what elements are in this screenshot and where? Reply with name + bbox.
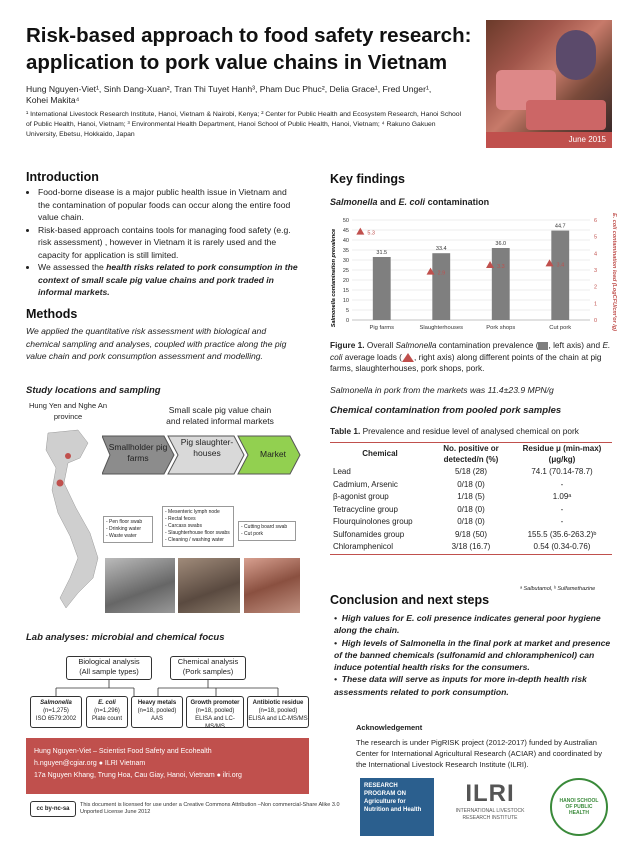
leaf-growth-promoter: Growth promoter (n=18, pooled) ELISA and LC-MS/MS — [186, 696, 244, 728]
bar-legend-swatch — [538, 342, 548, 350]
cell-residue: - — [560, 504, 564, 514]
intro-bullet-3: • We assessed the health risks related to pork consumption in the context of small scale pig value chains and pork traded in informal markets. — [38, 261, 298, 299]
slaughter-photo — [178, 558, 240, 613]
cc-license-badge: cc by-nc-sa — [30, 801, 76, 817]
conclusion-bullet-3: • These data will serve as inputs for more in-depth health risk assessments related to pork consumption. — [334, 674, 587, 697]
y-tick-label: 35 — [342, 248, 349, 254]
y2-tick-label: 6 — [594, 218, 598, 224]
bio-analysis-box: Biological analysis (All sample types) — [66, 656, 152, 680]
intro-heading: Introduction — [26, 170, 99, 184]
cell-positive: 0/18 (0) — [457, 479, 485, 489]
poster-title: Risk-based approach to food safety research: application to pork value chains in Vietnam — [26, 24, 472, 74]
pork-note: Salmonella in pork from the markets was 11.4±23.9 MPN/g — [330, 385, 554, 395]
cell-residue: - — [560, 479, 564, 489]
ecoli-marker — [356, 228, 364, 235]
bar — [551, 231, 569, 320]
x-tick-label: Pig farms — [369, 325, 394, 331]
findings-heading: Key findings — [330, 172, 406, 186]
conclusion-bullet-2: • High levels of Salmonella in the final pork at market and presence of the banned chemicals (sulfonamid and chloramphenicol) can induce potential health risks for the consumers. — [334, 637, 611, 673]
table-row — [330, 529, 612, 542]
intro-bullet-1: • Food-borne disease is a major public health issue in Vietnam and the contamination of popular foods can occur along the entire food value chain. — [38, 186, 298, 224]
figure-caption: Figure 1. Overall Salmonella contamination prevalence ( , left axis) and E. coli average loads ( , right axis) along different points of the chain at pig farms, slaughterhouses, pork shops, pork. — [330, 340, 611, 373]
leaf-salmonella: Salmonella (n=1,275) ISO 6579:2002 — [30, 696, 82, 728]
intro-list — [26, 186, 298, 299]
stage-market: Market — [260, 449, 286, 459]
cell-chemical: Sulfonamides group — [333, 529, 405, 539]
cell-chemical: β-agonist group — [333, 492, 389, 501]
bar-value-label: 33.4 — [435, 246, 447, 253]
map-label: Hung Yen and Nghe An province — [29, 401, 107, 421]
marker-value-label: 3.4 — [556, 262, 565, 269]
marker-value-label: 2.9 — [437, 270, 446, 277]
table-row — [330, 504, 612, 517]
conclusion-bullet-1: • High values for E. coli presence indicates general poor hygiene along the chain. — [334, 613, 601, 636]
slaughter-samples: - Mesenteric lymph node - Rectal feces - Carcass swabs - Slaughterhouse floor swabs - Cleaning / washing water — [162, 506, 234, 547]
y-tick-label: 50 — [342, 218, 349, 224]
cell-chemical: Lead — [333, 467, 351, 476]
bar-value-label: 31.5 — [376, 250, 388, 256]
study-heading: Study locations and sampling — [26, 385, 161, 396]
chem-heading: Chemical contamination from pooled pork samples — [330, 405, 562, 416]
cell-chemical: Tetracycline group — [333, 504, 398, 514]
y2-tick-label: 3 — [594, 268, 598, 274]
table-row — [330, 479, 612, 492]
cell-positive: 3/18 (16.7) — [451, 542, 491, 551]
cell-residue: 1.09ᵃ — [552, 492, 572, 501]
leaf-antibiotic-residue: Antibiotic residue (n=18, pooled) ELISA and LC-MS/MS — [247, 696, 309, 728]
bar — [432, 253, 450, 320]
y-tick-label: 20 — [342, 278, 349, 284]
x-tick-label: Cut pork — [549, 325, 572, 331]
license-text: This document is licensed for use under a Creative Commons Attribution –Non commercial-Share Alike 3.0 Unported License June 2012 — [80, 802, 340, 815]
y-axis-label: Salmonella contamination prevalence — [331, 228, 337, 328]
farm-photo — [105, 558, 175, 613]
cell-positive: 1/18 (5) — [457, 492, 485, 501]
bar-value-label: 36.0 — [495, 241, 507, 247]
col-chemical: Chemical — [362, 449, 398, 459]
chain-label: Small scale pig value chain and related informal markets — [166, 405, 274, 426]
contact-footer: Hung Nguyen-Viet – Scientist Food Safety and Ecohealth h.nguyen@cgiar.org ● ILRI Vietnam 17a Nguyen Khang, Trung Hoa, Cau Giay, Hanoi, Vietnam ● ilri.org — [26, 738, 309, 794]
table-caption: Table 1. Prevalence and residue level of analysed chemical on pork — [330, 426, 579, 436]
marker-value-label: 5.3 — [367, 230, 375, 237]
y-tick-label: 45 — [342, 228, 349, 234]
header-photo — [486, 20, 612, 132]
table-note: ᵃ Salbutamol, ᵇ Sulfamethazine — [520, 586, 596, 592]
contact-email[interactable]: h.nguyen@cgiar.org ● ILRI Vietnam — [34, 760, 146, 767]
authors: Hung Nguyen-Viet¹, Sinh Dang-Xuan², Tran Thi Tuyet Hanh³, Pham Duc Phuc², Delia Grace¹, Fred Unger¹, Kohei Makita⁴ — [26, 84, 432, 105]
lab-tree-lines — [26, 680, 310, 696]
bar — [373, 257, 391, 320]
y-tick-label: 0 — [345, 318, 349, 324]
y-tick-label: 25 — [342, 268, 349, 274]
y-tick-label: 30 — [342, 258, 349, 264]
y-tick-label: 15 — [342, 288, 349, 294]
cell-residue: 74.1 (70.14-78.7) — [531, 467, 593, 476]
y2-tick-label: 0 — [594, 318, 598, 324]
x-tick-label: Pork shops — [486, 325, 516, 331]
y2-tick-label: 1 — [594, 301, 598, 308]
ack-heading: Acknowledgement — [356, 723, 423, 732]
cell-positive: 9/18 (50) — [454, 529, 488, 539]
table-row — [330, 516, 612, 529]
bar — [492, 248, 510, 320]
stage-slaughterhouses: Pig slaughter-houses — [180, 437, 234, 458]
cell-chemical: Cadmium, Arsenic — [333, 479, 398, 489]
cgiar-logo: RESEARCH PROGRAM ON Agriculture for Nutrition and Health — [360, 778, 434, 836]
y-tick-label: 10 — [342, 298, 349, 304]
x-tick-label: Slaughterhouses — [419, 325, 464, 331]
conclusion-heading: Conclusion and next steps — [330, 593, 490, 607]
date-badge: June 2015 — [486, 132, 612, 148]
methods-text: We applied the quantitative risk assessment with biological and chemical sampling and analyses, coupled with practice along the pig value chain and pork consumption assessment and modelling. — [26, 326, 287, 361]
conclusion-list — [334, 612, 616, 698]
affiliations: ¹ International Livestock Research Institute, Hanoi, Vietnam & Nairobi, Kenya; ² Center for Public Health and Ecosystem Research, Hanoi School of Public Health, Hanoi, Vietnam; ³ Environmental Health Department, Hanoi School of Public Health, Hanoi, Vietnam; ⁴ Rakuno Gakuen University, Ebetsu, Hokkaido, Japan — [26, 111, 462, 138]
methods-heading: Methods — [26, 307, 78, 321]
farm-samples: - Pen floor swab - Drinking water - Waste water — [103, 516, 153, 543]
chemical-table — [330, 442, 612, 555]
col-positive: No. positive or detected/n (%) — [443, 444, 499, 464]
cell-positive: 0/18 (0) — [457, 504, 485, 514]
table-row — [330, 466, 612, 479]
cell-residue: 155.5 (35.6-263.2)ᵇ — [527, 529, 597, 539]
marker-legend-swatch — [402, 353, 414, 362]
table-row — [330, 541, 612, 554]
cell-positive: 0/18 (0) — [457, 517, 485, 526]
cell-residue: - — [560, 517, 564, 526]
table-header-row — [330, 443, 612, 466]
leaf-heavy-metals: Heavy metals (n=18, pooled) AAS — [131, 696, 183, 728]
cell-chemical: Chloramphenicol — [333, 542, 394, 551]
cell-positive: 5/18 (28) — [454, 467, 488, 476]
y2-tick-label: 2 — [594, 284, 598, 291]
cell-residue: 0.54 (0.34-0.76) — [533, 542, 591, 551]
y-tick-label: 40 — [342, 238, 349, 244]
chem-analysis-box: Chemical analysis (Pork samples) — [170, 656, 246, 680]
bar-value-label: 44.7 — [554, 223, 566, 230]
ack-text: The research is under PigRISK project (2012-2017) funded by Australian Center for International Agricultural Research (ACIAR) and coordinated by the International Livestock Research Institute (ILRI). — [356, 738, 602, 769]
y2-tick-label: 4 — [594, 251, 598, 258]
intro-bullet-2: • Risk-based approach contains tools for managing food safety (e.g. risk assessment) , however in Vietnam it is rarely used and the capacity for application is still limited. — [38, 224, 298, 262]
col-residue: Residue μ (min-max) (μg/kg) — [522, 444, 602, 464]
table-row — [330, 491, 612, 504]
hsph-logo: HANOI SCHOOL OF PUBLIC HEALTH — [550, 778, 608, 836]
salmonella-ecoli-chart — [328, 212, 618, 340]
vietnam-map — [38, 428, 108, 618]
y2-axis-label: E. coli contamination load (LogCFU/cm²or /g) — [611, 213, 617, 331]
lab-heading: Lab analyses: microbial and chemical focus — [26, 632, 225, 643]
market-samples: - Cutting board swab - Cut pork — [238, 521, 296, 541]
market-photo — [244, 558, 300, 613]
y2-tick-label: 5 — [594, 234, 598, 241]
marker-value-label: 3.3 — [497, 264, 505, 270]
y-tick-label: 5 — [345, 308, 349, 314]
cell-chemical: Flourquinolones group — [333, 517, 413, 526]
stage-farms: Smallholder pig farms — [108, 442, 168, 463]
ilri-logo: ILRI INTERNATIONAL LIVESTOCK RESEARCH INSTITUTE — [455, 780, 525, 821]
chart-title: Salmonella and E. coli contamination — [330, 197, 490, 207]
leaf-ecoli: E. coli (n=1,296) Plate count — [86, 696, 128, 728]
